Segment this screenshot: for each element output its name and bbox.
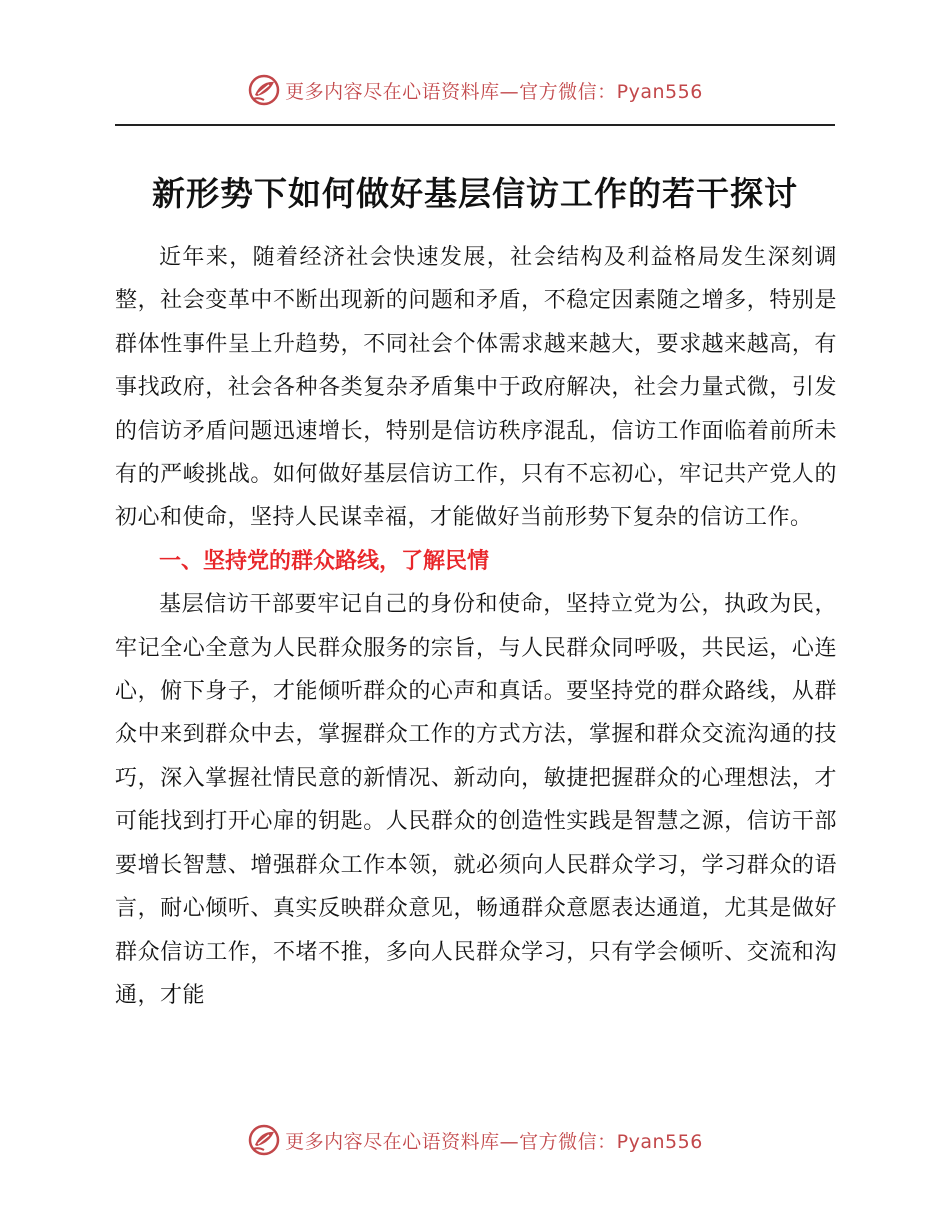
intro-paragraph: 近年来，随着经济社会快速发展，社会结构及利益格局发生深刻调整，社会变革中不断出现新的问题和矛盾，不稳定因素随之增多，特别是群体性事件呈上升趋势，不同社会个体需求越来越大，要求越来越高，有事找政府，社会各种各类复杂矛盾集中于政府解决，社会力量式微，引发的信访矛盾问题迅速增长，特别是信访秩序混乱，信访工作面临着前所未有的严峻挑战。如何做好基层信访工作，只有不忘初心，牢记共产党人的初心和使命，坚持人民谋幸福，才能做好当前形势下复杂的信访工作。 [115, 245, 837, 531]
header-banner-text: 更多内容尽在心语资料库—官方微信：Pyan556 [285, 80, 703, 103]
leaf-hand-logo-icon [247, 1123, 281, 1157]
document-body [115, 236, 837, 1017]
section-heading: 一、坚持党的群众路线，了解民情 [159, 548, 490, 574]
section-paragraph: 基层信访干部要牢记自己的身份和使命，坚持立党为公，执政为民，牢记全心全意为人民群众服务的宗旨，与人民群众同呼吸，共民运，心连心，俯下身子，才能倾听群众的心声和真话。要坚持党的群众路线，从群众中来到群众中去，掌握群众工作的方式方法，掌握和群众交流沟通的技巧，深入掌握社情民意的新情况、新动向，敏捷把握群众的心理想法，才可能找到打开心扉的钥匙。人民群众的创造性实践是智慧之源，信访干部要增长智慧、增强群众工作本领，就必须向人民群众学习，学习群众的语言，耐心倾听、真实反映群众意见，畅通群众意愿表达通道，尤其是做好群众信访工作，不堵不推，多向人民群众学习，只有学会倾听、交流和沟通，才能 [115, 592, 837, 1008]
header-banner [0, 70, 950, 110]
document-title: 新形势下如何做好基层信访工作的若干探讨 [152, 174, 798, 213]
footer-banner [0, 1120, 950, 1160]
footer-banner-text: 更多内容尽在心语资料库—官方微信：Pyan556 [285, 1130, 703, 1153]
header-divider [115, 124, 835, 126]
leaf-hand-logo-icon [247, 73, 281, 107]
